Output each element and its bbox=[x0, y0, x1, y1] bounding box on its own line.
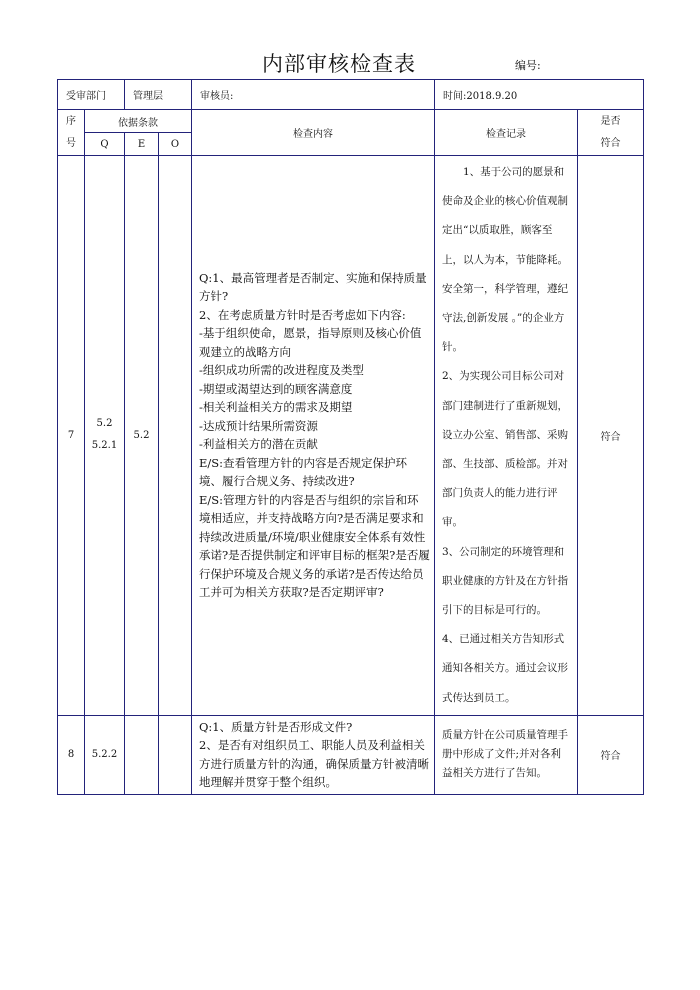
column-header-row-1 bbox=[58, 110, 644, 133]
o-header: O bbox=[159, 133, 192, 156]
e-header: E bbox=[125, 133, 159, 156]
row-q-clause bbox=[85, 156, 125, 716]
dept-value: 管理层 bbox=[125, 80, 192, 110]
row-content bbox=[192, 715, 435, 794]
seq-header-bottom: 号 bbox=[66, 137, 76, 149]
row-record bbox=[435, 715, 578, 794]
record-header: 检查记录 bbox=[435, 110, 578, 156]
row-conform: 符合 bbox=[578, 156, 644, 716]
content-line: -达成预计结果所需资源 bbox=[199, 418, 318, 433]
row-q-clause-line: 5.2 bbox=[96, 418, 113, 430]
content-line: 2、在考虑质量方针时是否考虑如下内容: bbox=[199, 307, 406, 322]
row-e-clause: 5.2 bbox=[125, 156, 159, 716]
record-line: 3、公司制定的环境管理和职业健康的方针及在方针指引下的目标是可行的。 bbox=[442, 545, 568, 617]
content-line: 2、是否有对组织员工、职能人员及利益相关方进行质量方针的沟通，确保质量方针被清晰地理解并贯穿于整个组织。 bbox=[199, 738, 429, 790]
content-line: Q:1、最高管理者是否制定、实施和保持质量方针? bbox=[199, 270, 427, 304]
row-record bbox=[435, 156, 578, 716]
time-label: 时间:2018.9.20 bbox=[435, 80, 644, 110]
content-line: -期望或渴望达到的顾客满意度 bbox=[199, 381, 353, 396]
row-o-clause bbox=[159, 156, 192, 716]
content-line: E/S:管理方针的内容是否与组织的宗旨和环境相适应，并支持战略方向?是否满足要求和持续改进质量/环境/职业健康安全体系有效性承诺?是否提供制定和评审目标的框架?是否履行保护环境及合规义务的承诺?是否传达给员工并可为相关方获取?是否定期评审? bbox=[199, 492, 430, 600]
q-header: Q bbox=[85, 133, 125, 156]
page-title: 内部审核检查表 bbox=[262, 52, 416, 76]
record-line: 1、基于公司的愿景和使命及企业的核心价值观制定出“以质取胜，顾客至上，以人为本，节能降耗。安全第一，科学管理，遵纪守法,创新发展 。”的企业方针。 bbox=[442, 166, 568, 354]
row-e-clause bbox=[125, 715, 159, 794]
seq-header bbox=[58, 110, 85, 156]
conform-header-bottom: 符合 bbox=[600, 137, 621, 149]
row-q-clause: 5.2.2 bbox=[85, 715, 125, 794]
basis-header: 依据条款 bbox=[85, 110, 192, 133]
content-line: -利益相关方的潜在贡献 bbox=[199, 437, 318, 452]
table-row bbox=[58, 156, 644, 716]
content-line: -组织成功所需的改进程度及类型 bbox=[199, 363, 364, 378]
auditor-label: 审核员: bbox=[192, 80, 435, 110]
record-line: 质量方针在公司质量管理手册中形成了文件;并对各利益相关方进行了告知。 bbox=[442, 729, 568, 780]
doc-number-label: 编号: bbox=[515, 59, 541, 72]
content-line: -基于组织使命，愿景，指导原则及核心价值观建立的战略方向 bbox=[199, 326, 422, 359]
seq-header-top: 序 bbox=[66, 115, 76, 127]
conform-header-top: 是否 bbox=[600, 115, 621, 127]
row-q-clause-line: 5.2.1 bbox=[91, 440, 118, 452]
content-line: E/S:查看管理方针的内容是否规定保护环境、履行合规义务、持续改进? bbox=[199, 455, 408, 489]
row-seq: 7 bbox=[58, 156, 85, 716]
table-row bbox=[58, 715, 644, 794]
row-conform: 符合 bbox=[578, 715, 644, 794]
content-header: 检查内容 bbox=[192, 110, 435, 156]
info-row bbox=[58, 80, 644, 110]
row-seq: 8 bbox=[58, 715, 85, 794]
row-o-clause bbox=[159, 715, 192, 794]
content-line: Q:1、质量方针是否形成文件? bbox=[199, 719, 353, 734]
row-content bbox=[192, 156, 435, 716]
record-line: 4、已通过相关方告知形式通知各相关方。通过会议形式传达到员工。 bbox=[442, 633, 568, 704]
dept-label: 受审部门 bbox=[58, 80, 125, 110]
conform-header bbox=[578, 110, 644, 156]
record-line: 2、为实现公司目标公司对部门建制进行了重新规划，设立办公室、销售部、采购部、生技部、质检部。并对部门负责人的能力进行评审。 bbox=[442, 370, 568, 529]
content-line: -相关利益相关方的需求及期望 bbox=[199, 400, 353, 415]
audit-checklist-table bbox=[57, 79, 644, 795]
